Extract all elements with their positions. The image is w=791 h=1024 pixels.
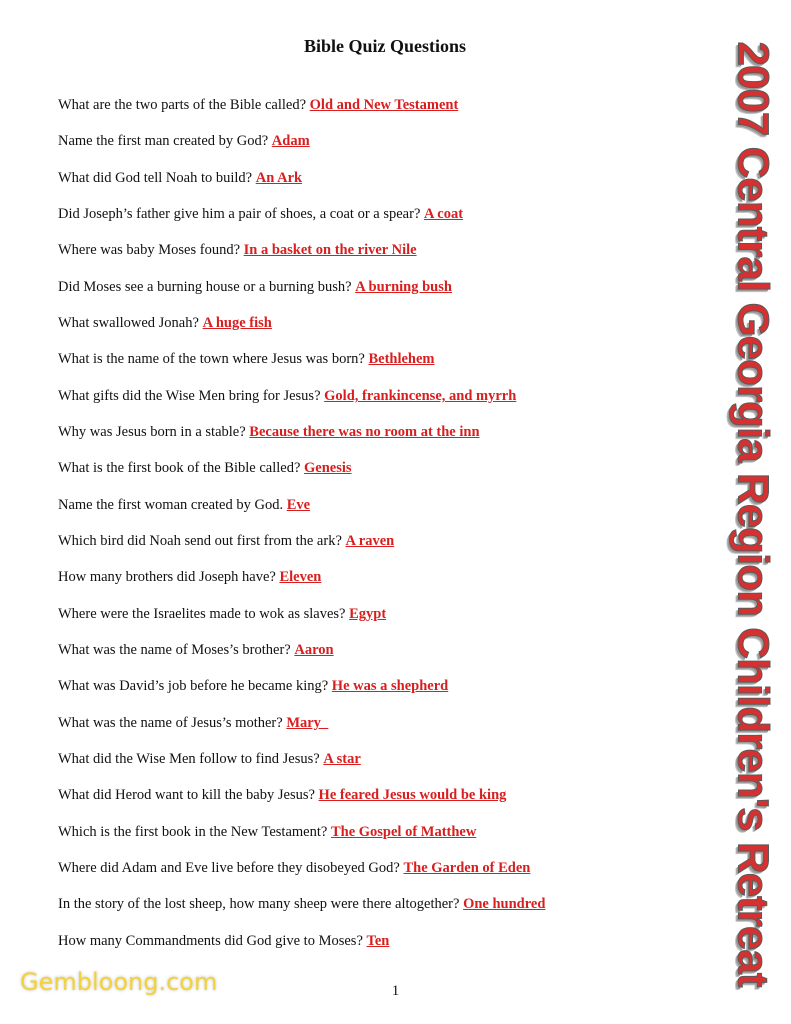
answer-text: He was a shepherd: [331, 678, 449, 694]
question-text: What is the name of the town where Jesus was born?: [58, 351, 365, 367]
quiz-item: [58, 459, 698, 477]
question-text: What swallowed Jonah?: [58, 315, 199, 331]
question-text: In the story of the lost sheep, how many sheep were there altogether?: [58, 896, 460, 912]
quiz-item: [58, 786, 698, 804]
question-text: What was the name of Moses’s brother?: [58, 642, 291, 658]
question-text: Did Joseph’s father give him a pair of shoes, a coat or a spear?: [58, 206, 421, 222]
retreat-title: 2007 Central Georgia Region Children's Retreat: [728, 41, 777, 987]
quiz-item: [58, 859, 698, 877]
page-title: Bible Quiz Questions: [303, 36, 467, 56]
question-text: Which bird did Noah send out first from the ark?: [58, 533, 342, 549]
side-banner: [722, 36, 782, 992]
question-text: What did the Wise Men follow to find Jesus?: [58, 751, 320, 767]
answer-text: A star: [323, 751, 361, 767]
answer-text: Because there was no room at the inn: [249, 424, 480, 440]
question-text: How many brothers did Joseph have?: [58, 569, 276, 585]
quiz-item: [58, 823, 698, 841]
quiz-item: [58, 641, 698, 659]
answer-text: Aaron: [294, 642, 334, 658]
quiz-item: [58, 750, 698, 768]
quiz-item: [58, 605, 698, 623]
quiz-item: [58, 423, 698, 441]
question-text: What gifts did the Wise Men bring for Jesus?: [58, 388, 321, 404]
quiz-item: [58, 241, 698, 259]
quiz-item: [58, 387, 698, 405]
question-text: What was David’s job before he became king?: [58, 678, 329, 694]
quiz-item: [58, 96, 698, 114]
answer-text: Ten: [366, 933, 390, 949]
answer-text: He feared Jesus would be king: [318, 787, 507, 803]
question-text: Where were the Israelites made to wok as slaves?: [58, 606, 346, 622]
answer-text: A burning bush: [355, 279, 452, 295]
page-number: 1: [391, 983, 400, 999]
answer-text: A raven: [345, 533, 395, 549]
question-text: What did Herod want to kill the baby Jesus?: [58, 787, 315, 803]
answer-text: Egypt: [349, 606, 387, 622]
answer-text: The Garden of Eden: [403, 860, 531, 876]
quiz-item: [58, 496, 698, 514]
quiz-item: [58, 278, 698, 296]
question-text: Name the first woman created by God.: [58, 497, 284, 513]
answer-text: An Ark: [255, 170, 303, 186]
quiz-item: [58, 169, 698, 187]
watermark: Gembloong.com: [20, 968, 218, 996]
answer-text: Mary_: [286, 715, 329, 731]
quiz-item: [58, 205, 698, 223]
question-text: Why was Jesus born in a stable?: [58, 424, 246, 440]
answer-text: Eleven: [279, 569, 322, 585]
question-text: Which is the first book in the New Testament?: [58, 824, 328, 840]
quiz-item: [58, 714, 698, 732]
answer-text: In a basket on the river Nile: [243, 242, 417, 258]
question-text: What did God tell Noah to build?: [58, 170, 253, 186]
question-text: Where was baby Moses found?: [58, 242, 241, 258]
question-text: What is the first book of the Bible called?: [58, 460, 301, 476]
quiz-item: [58, 895, 698, 913]
answer-text: One hundred: [463, 896, 546, 912]
quiz-item: [58, 132, 698, 150]
question-text: What are the two parts of the Bible called?: [58, 97, 307, 113]
question-text: Did Moses see a burning house or a burning bush?: [58, 279, 352, 295]
question-text: Where did Adam and Eve live before they disobeyed God?: [58, 860, 400, 876]
question-text: How many Commandments did God give to Moses?: [58, 933, 363, 949]
quiz-item: [58, 932, 698, 950]
answer-text: Gold, frankincense, and myrrh: [324, 388, 517, 404]
answer-text: A coat: [424, 206, 464, 222]
answer-text: The Gospel of Matthew: [330, 824, 477, 840]
quiz-item: [58, 532, 698, 550]
quiz-item: [58, 568, 698, 586]
quiz-item: [58, 314, 698, 332]
answer-text: A huge fish: [202, 315, 272, 331]
answer-text: Genesis: [304, 460, 352, 476]
answer-text: Adam: [271, 133, 310, 149]
answer-text: Bethlehem: [368, 351, 435, 367]
answer-text: Old and New Testament: [309, 97, 459, 113]
question-text: What was the name of Jesus’s mother?: [58, 715, 283, 731]
answer-text: Eve: [286, 497, 311, 513]
quiz-item: [58, 350, 698, 368]
quiz-item: [58, 677, 698, 695]
question-text: Name the first man created by God?: [58, 133, 269, 149]
